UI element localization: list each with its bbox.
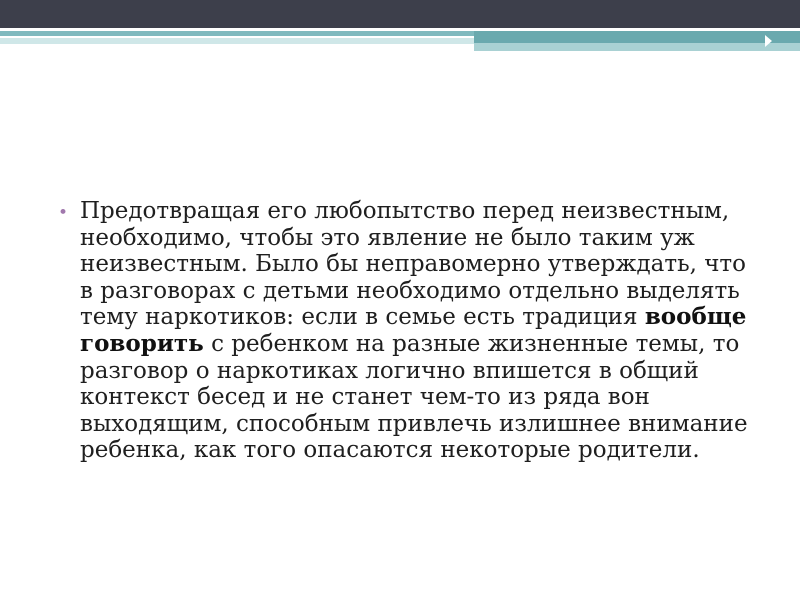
paragraph-bold-phrase: вообще говорить: [80, 303, 747, 357]
bullet-item: [58, 198, 748, 464]
slide-top-bar: [0, 0, 800, 28]
triangle-marker-icon: [765, 35, 772, 47]
paragraph-part-after-bold: с ребенком на разные жизненные темы, то разговор о наркотиках логично впишется в общий контекст бесед и не станет чем-то из ряда вон выходящим, способным привлечь излишнее внимание ребенка, как того опасаются некоторые родители.: [80, 330, 748, 464]
slide-accent-band-right-light: [474, 43, 800, 51]
slide-content: [58, 198, 748, 464]
slide-accent-band-right: [474, 31, 800, 43]
paragraph-part-before-bold: Предотвращая его любопытство перед неизвестным, необходимо, чтобы это явление не было таким уж неизвестным. Было бы неправомерно утверждать, что в разговорах с детьми необходимо отдельно выделять тему наркотиков: если в семье есть традиция: [80, 198, 747, 331]
bullet-dot-icon: •: [58, 203, 69, 223]
bullet-paragraph: [80, 198, 748, 464]
